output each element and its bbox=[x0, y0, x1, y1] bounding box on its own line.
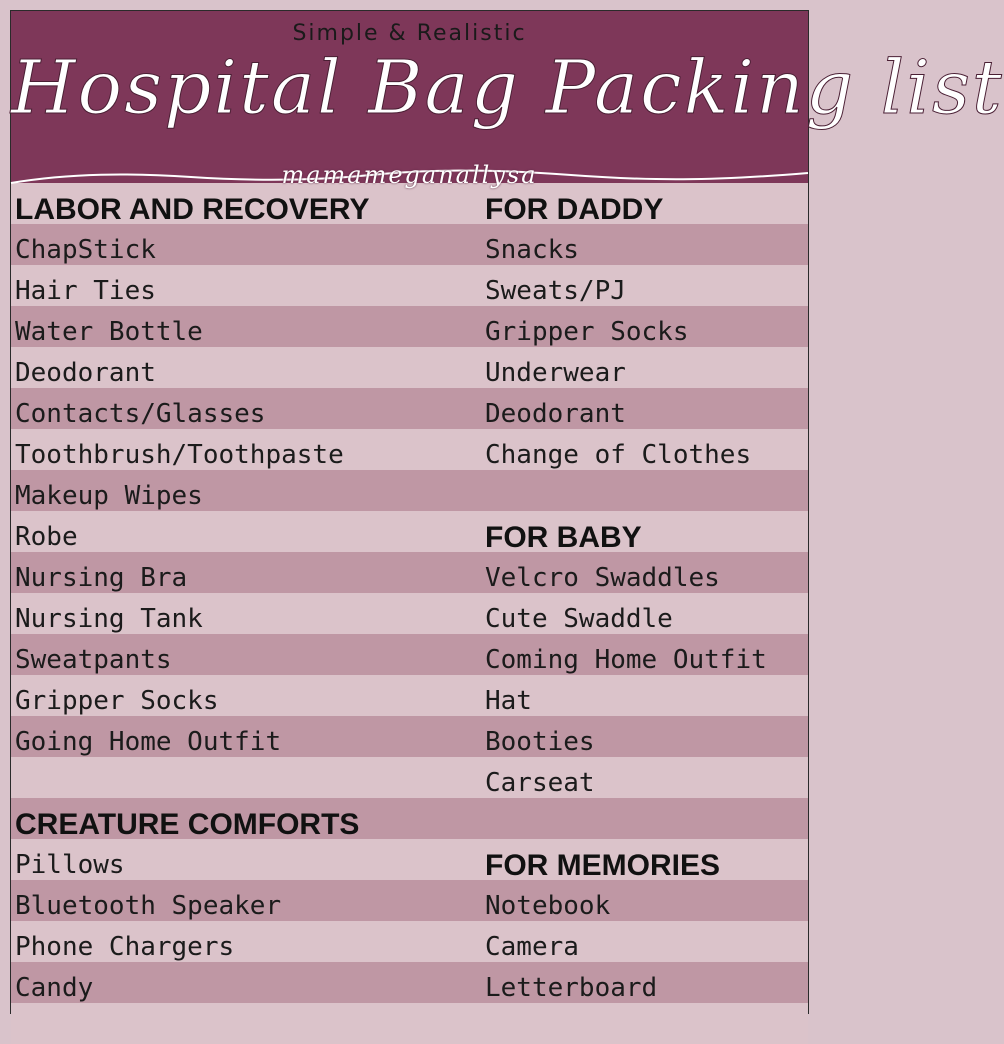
list-item: Toothbrush/Toothpaste bbox=[15, 440, 344, 470]
list-item: Camera bbox=[485, 932, 579, 962]
list-item: Pillows bbox=[15, 850, 125, 880]
author-handle: mamameganallysa bbox=[281, 161, 538, 189]
list-item bbox=[485, 476, 767, 517]
list-item: Gripper Socks bbox=[15, 686, 219, 716]
list-item: Notebook bbox=[485, 891, 611, 921]
packing-list-card bbox=[10, 10, 1004, 1014]
list-item: Makeup Wipes bbox=[15, 481, 203, 511]
list-item: Carseat bbox=[485, 768, 595, 798]
list-item: Velcro Swaddles bbox=[485, 563, 720, 593]
subtitle: Simple & Realistic bbox=[292, 21, 527, 46]
list-item: Snacks bbox=[485, 235, 579, 265]
list-item: Deodorant bbox=[15, 358, 156, 388]
list-item: Booties bbox=[485, 727, 595, 757]
left-column bbox=[15, 189, 369, 1009]
list-item: Cute Swaddle bbox=[485, 604, 673, 634]
list-item: Water Bottle bbox=[15, 317, 203, 347]
list-item: Sweats/PJ bbox=[485, 276, 626, 306]
list-item: ChapStick bbox=[15, 235, 156, 265]
page-title: Hospital Bag Packing list bbox=[11, 45, 1004, 131]
list-item: Underwear bbox=[485, 358, 626, 388]
list-item: Contacts/Glasses bbox=[15, 399, 266, 429]
list-item: Nursing Bra bbox=[15, 563, 188, 593]
section-heading: CREATURE COMFORTS bbox=[15, 808, 360, 841]
section-heading: FOR MEMORIES bbox=[485, 849, 721, 882]
list-item: Robe bbox=[15, 522, 78, 552]
list-item: Deodorant bbox=[485, 399, 626, 429]
section-heading: LABOR AND RECOVERY bbox=[15, 193, 370, 226]
list-item bbox=[485, 804, 767, 845]
list-item: Coming Home Outfit bbox=[485, 645, 767, 675]
list-item: Change of Clothes bbox=[485, 440, 752, 470]
right-column bbox=[485, 189, 767, 1009]
list-item: Hat bbox=[485, 686, 532, 716]
list-item: Bluetooth Speaker bbox=[15, 891, 282, 921]
section-heading: FOR DADDY bbox=[485, 193, 664, 226]
list-item: Gripper Socks bbox=[485, 317, 689, 347]
list-item: Candy bbox=[15, 973, 94, 1003]
list-item: Phone Chargers bbox=[15, 932, 235, 962]
list-item: Hair Ties bbox=[15, 276, 156, 306]
list-item: Letterboard bbox=[485, 973, 658, 1003]
section-heading: FOR BABY bbox=[485, 521, 642, 554]
list-item: Sweatpants bbox=[15, 645, 172, 675]
list-item bbox=[15, 763, 369, 804]
list-item: Going Home Outfit bbox=[15, 727, 282, 757]
list-item: Nursing Tank bbox=[15, 604, 203, 634]
stripe-row bbox=[11, 1003, 808, 1044]
